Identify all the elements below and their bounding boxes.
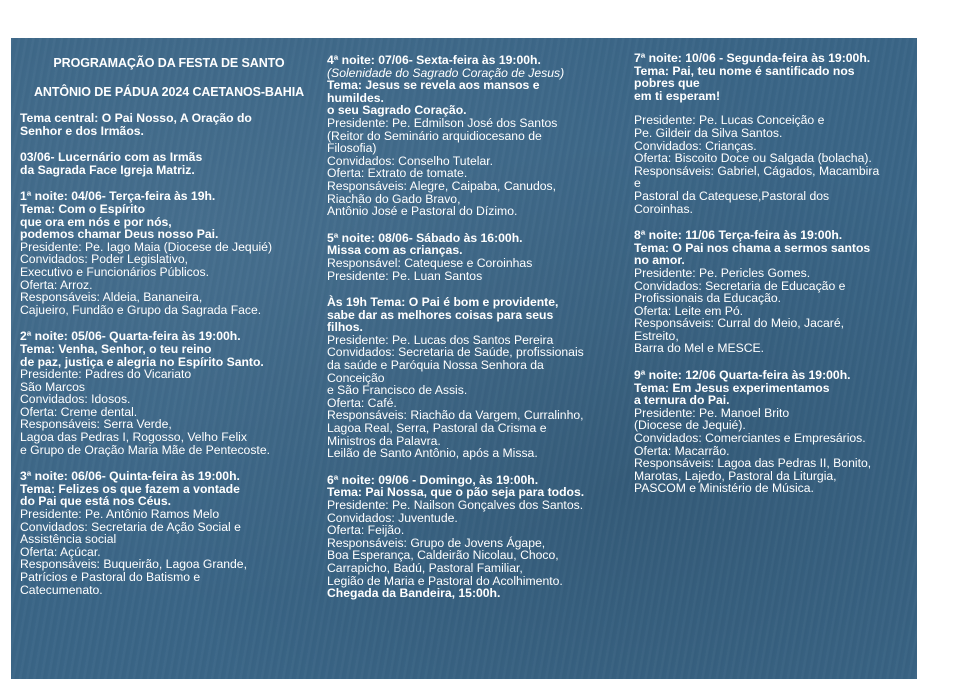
night-details: Presidente: Padres do Vicariato São Marcos Convidados: Idosos. Oferta: Creme dental. Responsáveis: Serra Verde, Lagoa das Pedras I, Rogosso, Velho Felix e Grupo de Oração Maria Mãe de Pentecoste. [20,367,270,457]
night-details: Presidente: Pe. Lucas Conceição e Pe. Gildeir da Silva Santos. Convidados: Crianças. Oferta: Biscoito Doce ou Salgada (bolacha). Responsáveis: Gabriel, Cágados, Macambira e Pastoral da Catequese,Pastoral dos Coroinhas. [634,113,880,216]
night-5 [327,232,627,282]
title-line-1: PROGRAMAÇÃO DA FESTA DE SANTO [53,56,285,70]
night-details: Presidente: Pe. Iago Maia (Diocese de Jequié) Convidados: Poder Legislativo, Executivo e Funcionários Públicos. Oferta: Arroz. Responsáveis: Aldeia, Bananeira, Cajueiro, Fundão e Grupo da Sagrada Face. [20,239,273,317]
night-heading: 9ª noite: 12/06 Quarta-feira às 19:00h. Tema: Em Jesus experimentamos a ternura do Pai. [634,368,851,408]
night-3 [20,470,318,596]
night-heading: Às 19h Tema: O Pai é bom e providente, sabe dar as melhores coisas para seus filhos. [327,295,559,335]
night-heading: 7ª noite: 10/06 - Segunda-feira às 19:00h. Tema: Pai, teu nome é santificado nos pobres que em ti esperam! [634,51,871,103]
night-heading: 6ª noite: 09/06 - Domingo, às 19:00h. Tema: Pai Nossa, que o pão seja para todos. [327,472,585,500]
opening-event: 03/06- Lucernário com as Irmãs da Sagrada Face Igreja Matriz. [20,150,203,177]
night-heading: 5ª noite: 08/06- Sábado às 16:00h. Missa com as crianças. [327,230,523,258]
night-details: Presidente: Pe. Edmilson José dos Santos (Reitor do Seminário arquidiocesano de Filosofia) Convidados: Conselho Tutelar. Oferta: Extrato de tomate. Responsáveis: Alegre, Caipaba, Canudos, Riachão do Gado Bravo, Antônio José e Pastoral do Dízimo. [327,115,558,219]
night-details: Presidente: Pe. Nailson Gonçalves dos Santos. Convidados: Juventude. Oferta: Feijão. Responsáveis: Grupo de Jovens Ágape, Boa Esperança, Caldeirão Nicolau, Choco, Carrapicho, Badú, Pastoral Familiar, Legião de Maria e Pastoral do Acolhimento. [327,498,584,588]
night-theme: Tema: Jesus se revela aos mansos e humildes. o seu Sagrado Coração. [327,78,540,118]
night-details: Presidente: Pe. Lucas dos Santos Pereira Convidados: Secretaria de Saúde, profissionais da saúde e Paróquia Nossa Senhora da Conceição e São Francisco de Assis. Oferta: Café. Responsáveis: Riachão da Vargem, Curralinho, Lagoa Real, Serra, Pastoral da Crisma e Ministros da Palavra. Leilão de Santo Antônio, após a Missa. [327,332,584,461]
central-theme: Tema central: O Pai Nosso, A Oração do Senhor e dos Irmãos. [20,111,252,138]
night-heading: 3ª noite: 06/06- Quinta-feira às 19:00h. Tema: Felizes os que fazem a vontade do Pai que está nos Céus. [20,469,240,509]
solemnity-note: (Solenidade do Sagrado Coração de Jesus) [327,65,565,80]
night-8 [634,229,917,355]
night-details: Presidente: Pe. Pericles Gomes. Convidados: Secretaria de Educação e Profissionais da Educação. Oferta: Leite em Pó. Responsáveis: Curral do Meio, Jacaré, Estreito, Barra do Mel e MESCE. [634,265,846,356]
column-2 [327,54,627,600]
title-line-2: ANTÔNIO DE PÁDUA 2024 CAETANOS-BAHIA [33,85,305,99]
program-flyer [11,38,917,679]
night-6 [327,474,627,600]
night-1 [20,190,318,316]
column-3 [634,52,917,495]
night-5-evening [327,296,627,460]
night-7 [634,52,917,215]
night-2 [20,330,318,456]
night-details: Presidente: Pe. Manoel Brito (Diocese de Jequié). Convidados: Comerciantes e Empresários. Oferta: Macarrão. Responsáveis: Lagoa das Pedras II, Bonito, Marotas, Lajedo, Pastoral da Liturgia, PASCOM e Ministério de Música. [634,405,872,496]
night-4 [327,54,627,218]
flag-arrival: Chegada da Bandeira, 15:00h. [327,586,501,601]
night-heading: 2ª noite: 05/06- Quarta-feira às 19:00h. Tema: Venha, Senhor, o teu reino de paz, justiça e alegria no Espírito Santo. [20,329,264,369]
night-heading: 4ª noite: 07/06- Sexta-feira às 19:00h. [327,53,541,67]
night-details: Responsável: Catequese e Coroinhas Presidente: Pe. Luan Santos [327,255,533,283]
night-heading: 1ª noite: 04/06- Terça-feira às 19h. Tema: Com o Espírito que ora em nós e por nós, podemos chamar Deus nosso Pai. [20,189,219,242]
column-1 [20,56,318,596]
night-details: Presidente: Pe. Antônio Ramos Melo Convidados: Secretaria de Ação Social e Assistência social Oferta: Açúcar. Responsáveis: Buqueirão, Lagoa Grande, Patrícios e Pastoral do Batismo e Catecumenato. [20,507,247,597]
night-heading: 8ª noite: 11/06 Terça-feira às 19:00h. Tema: O Pai nos chama a sermos santos no amor. [634,228,871,268]
night-9 [634,369,917,495]
